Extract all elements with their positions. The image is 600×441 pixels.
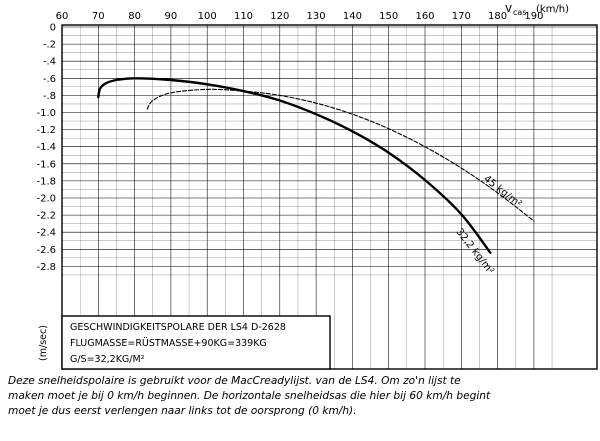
x-tick-label: 120	[270, 11, 290, 22]
x-tick-label: 170	[451, 11, 471, 22]
y-tick-label: -.2	[42, 39, 56, 51]
series-labels	[453, 174, 523, 277]
x-tick-label: 180	[488, 11, 508, 22]
caption	[8, 374, 596, 419]
x-axis-subscript: cas	[513, 8, 527, 17]
caption-line-1: Deze snelheidspolaire is gebruikt voor de MacCreadylijst. van de LS4. Om zo'n lijst te	[8, 375, 461, 387]
series-label-32-kg: 32,2 kg/m²	[453, 226, 496, 277]
polar-curve-32-kg	[98, 78, 490, 252]
y-tick-labels	[36, 23, 56, 273]
info-box	[38, 316, 330, 369]
x-tick-label: 190	[524, 11, 544, 22]
y-tick-label: -1.0	[36, 108, 56, 119]
y-axis-unit: (m/sec)	[38, 325, 49, 361]
y-tick-label: -1.6	[36, 159, 56, 171]
y-tick-label: -2.6	[36, 244, 56, 256]
y-tick-label: -2.2	[36, 210, 56, 222]
y-tick-label: -2.0	[36, 193, 56, 205]
info-box-title: GESCHWINDIGKEITSPOLARE DER LS4 D-2628	[70, 322, 286, 333]
x-tick-label: 140	[342, 11, 362, 22]
x-tick-label: 160	[415, 11, 435, 22]
x-tick-label: 90	[164, 11, 178, 22]
y-tick-label: -2.8	[36, 261, 56, 273]
x-tick-label: 100	[197, 11, 217, 22]
y-tick-label: -.6	[42, 73, 56, 85]
x-tick-label: 110	[233, 11, 254, 22]
x-tick-label: 150	[379, 11, 399, 22]
series-label-45-kg: 45 kg/m²	[481, 173, 524, 211]
y-tick-label: 0	[49, 22, 56, 34]
info-box-mass: FLUGMASSE=RÜSTMASSE+90KG=339KG	[70, 338, 267, 349]
x-tick-label: 130	[306, 11, 326, 22]
x-tick-labels	[56, 11, 544, 22]
caption-line-2: maken moet je bij 0 km/h beginnen. De horizontale snelheidsas die hier bij 60 km/h begint	[8, 390, 491, 402]
y-tick-label: -.4	[42, 56, 56, 68]
y-tick-label: -.8	[42, 90, 56, 102]
y-tick-label: -2.4	[36, 227, 56, 239]
x-tick-label: 80	[128, 11, 141, 22]
x-axis-symbol: v	[505, 1, 513, 15]
x-tick-label: 60	[55, 11, 69, 22]
y-tick-label: -1.8	[36, 176, 56, 188]
info-box-wing-loading: G/S=32,2KG/M²	[70, 354, 145, 365]
x-axis-unit: (km/h)	[536, 4, 570, 15]
x-axis-title	[505, 1, 569, 17]
x-tick-label: 70	[91, 11, 105, 22]
caption-line-3: moet je dus eerst verlengen naar links tot de oorsprong (0 km/h).	[8, 405, 357, 417]
y-tick-label: -1.4	[36, 142, 56, 154]
y-tick-label: -1.2	[36, 125, 56, 137]
